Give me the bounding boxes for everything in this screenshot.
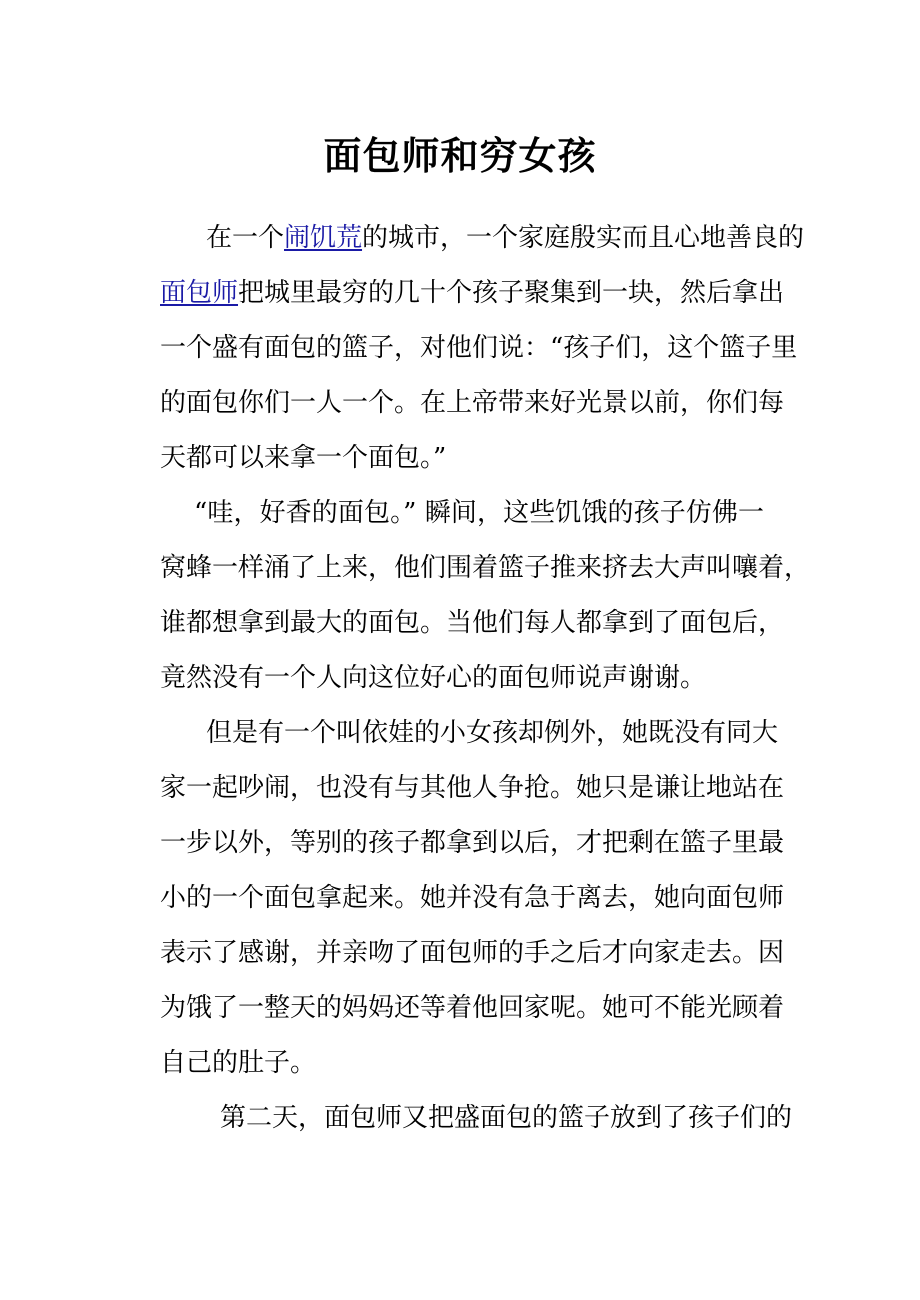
para1-line3: 一个盛有面包的篮子，对他们说：“孩子们，这个篮子里 (160, 333, 798, 363)
para2-line2: 窝蜂一样涌了上来，他们围着篮子推来挤去大声叫嚷着， (160, 553, 811, 583)
para3-line6: 为饿了一整天的妈妈还等着他回家呢。她可不能光顾着 (160, 993, 785, 1023)
para1-line2-text: 把城里最穷的几十个孩子聚集到一块，然后拿出 (238, 278, 785, 308)
para2-line4: 竟然没有一个人向这位好心的面包师说声谢谢。 (160, 663, 707, 693)
para1-line2 (160, 275, 785, 311)
para3-line3: 一步以外，等别的孩子都拿到以后，才把剩在篮子里最 (160, 828, 785, 858)
baker-link[interactable]: 面包师 (160, 278, 239, 308)
para3-line7: 自己的肚子。 (160, 1048, 317, 1078)
famine-link[interactable]: 闹饥荒 (284, 223, 363, 253)
para1-line4: 的面包你们一人一个。在上帝带来好光景以前，你们每 (160, 388, 785, 418)
para2-line1: “哇，好香的面包。” 瞬间，这些饥饿的孩子仿佛一 (194, 498, 764, 528)
para3-line4: 小的一个面包拿起来。她并没有急于离去，她向面包师 (160, 883, 785, 913)
para3-line1: 但是有一个叫依娃的小女孩却例外，她既没有同大 (206, 718, 779, 748)
para3-line2: 家一起吵闹，也没有与其他人争抢。她只是谦让地站在 (160, 773, 785, 803)
document-title: 面包师和穷女孩 (323, 133, 597, 178)
para1-text-after-link: 的城市，一个家庭殷实而且心地善良的 (362, 223, 805, 253)
para4-line1: 第二天，面包师又把盛面包的篮子放到了孩子们的 (220, 1103, 793, 1133)
para2-line3: 谁都想拿到最大的面包。当他们每人都拿到了面包后， (160, 608, 785, 638)
para1-line5: 天都可以来拿一个面包。” (160, 443, 447, 473)
para1-text-before-link: 在一个 (206, 223, 285, 253)
para1-line1 (206, 220, 805, 256)
para3-line5: 表示了感谢，并亲吻了面包师的手之后才向家走去。因 (160, 938, 785, 968)
